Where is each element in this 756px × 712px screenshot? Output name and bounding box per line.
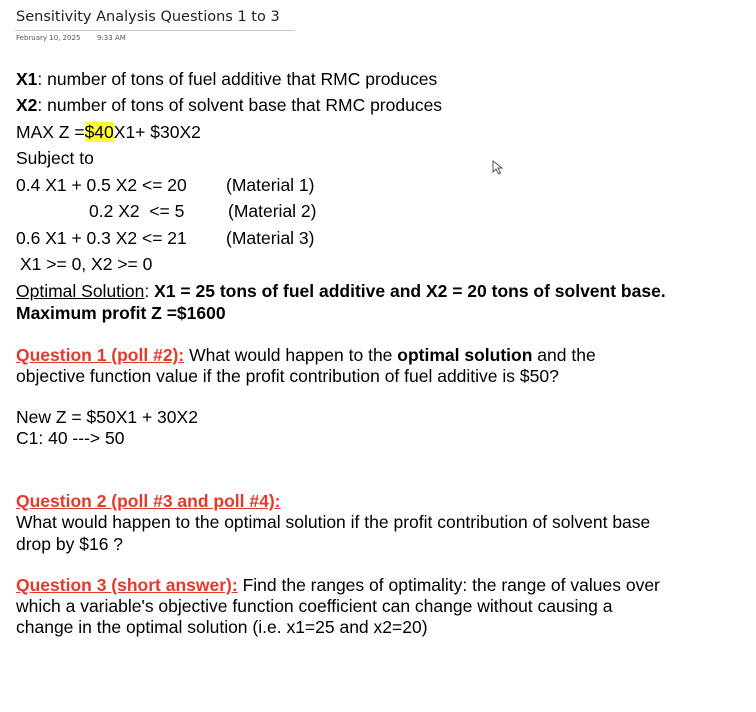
question-3-line-2: which a variable's objective function coefficient can change without causing a: [16, 596, 613, 616]
question-3-line-1: Find the ranges of optimality: the range of values over: [237, 575, 660, 595]
question-2-line-1: What would happen to the optimal solution if the profit contribution of solvent base: [16, 512, 651, 532]
variable-x1: X1: [16, 69, 38, 89]
page-title: Sensitivity Analysis Questions 1 to 3: [16, 9, 280, 25]
optimal-solution-colon: :: [144, 281, 155, 301]
page-date: February 10, 2025: [16, 34, 81, 42]
question-1-work-2: C1: 40 ---> 50: [16, 428, 125, 448]
constraint-row: [89, 201, 184, 222]
definition-x2: [16, 95, 442, 116]
objective-prefix: MAX Z =: [16, 122, 85, 142]
definition-x2-text: : number of tons of solvent base that RMC produces: [37, 95, 443, 115]
definition-x1: [16, 69, 437, 90]
question-2-line-2: drop by $16 ?: [16, 534, 124, 554]
page-time: 9:33 AM: [97, 34, 126, 42]
constraint-expr: 0.6 X1 + 0.3 X2 <= 21: [16, 228, 187, 248]
objective-suffix: X1+ $30X2: [113, 122, 201, 142]
question-2-heading-text: Question 2 (poll #3 and poll #4):: [16, 491, 281, 511]
constraint-label: (Material 3): [226, 228, 315, 248]
objective-function: [16, 122, 201, 143]
question-1-line-2: objective function value if the profit contribution of fuel additive is $50?: [16, 366, 559, 386]
mouse-cursor-icon: [492, 160, 504, 176]
optimal-solution-label: Optimal Solution: [16, 281, 145, 301]
constraint-label: (Material 2): [228, 201, 317, 221]
question-2-heading: [16, 491, 280, 512]
maximum-profit: Maximum profit Z =$1600: [16, 303, 226, 323]
constraint-row: [16, 175, 187, 196]
constraint-expr: 0.4 X1 + 0.5 X2 <= 20: [16, 175, 187, 195]
constraint-label: (Material 1): [226, 175, 315, 195]
question-1-heading: Question 1 (poll #2):: [16, 345, 185, 365]
question-1-work-1: New Z = $50X1 + 30X2: [16, 407, 198, 427]
variable-x2: X2: [16, 95, 38, 115]
subject-to: Subject to: [16, 148, 94, 168]
question-1-text-a: What would happen to the: [184, 345, 398, 365]
question-3: [16, 575, 660, 596]
question-1: [16, 345, 596, 366]
optimal-solution: [16, 281, 666, 302]
constraint-expr: 0.2 X2 <= 5: [89, 201, 185, 221]
objective-highlight: $40: [84, 122, 114, 142]
question-3-heading: Question 3 (short answer):: [16, 575, 238, 595]
constraint-row: [16, 228, 187, 249]
nonnegativity-constraint: X1 >= 0, X2 >= 0: [20, 254, 153, 274]
question-1-text-b: and the: [532, 345, 596, 365]
title-divider: [15, 30, 295, 31]
question-3-line-3: change in the optimal solution (i.e. x1=25 and x2=20): [16, 617, 428, 637]
definition-x1-text: : number of tons of fuel additive that RMC produces: [37, 69, 438, 89]
question-1-bold: optimal solution: [397, 345, 533, 365]
optimal-solution-text: X1 = 25 tons of fuel additive and X2 = 20 tons of solvent base.: [154, 281, 666, 301]
